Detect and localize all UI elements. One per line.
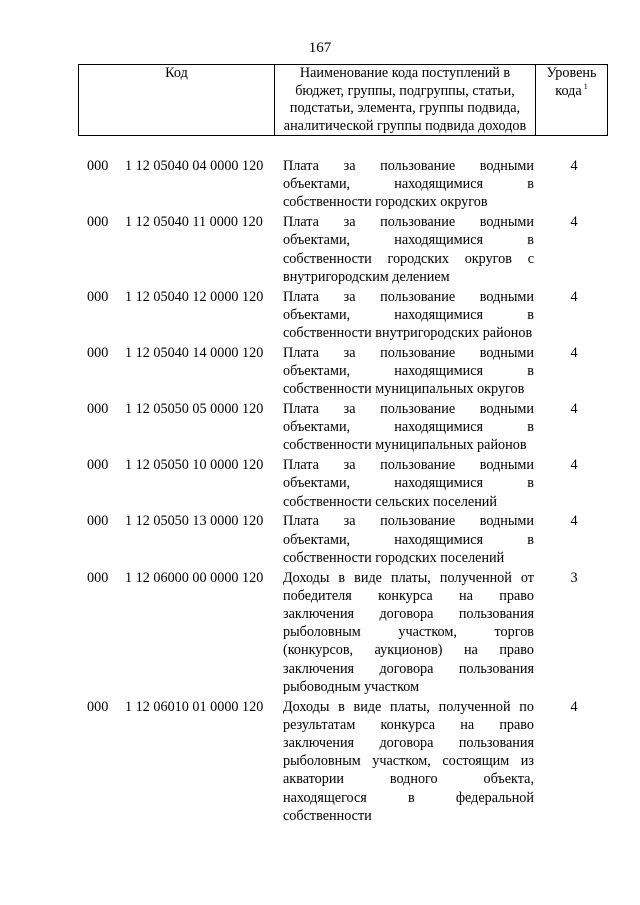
- header-level-label-tail: а: [575, 82, 582, 99]
- level-value: 4: [570, 513, 578, 530]
- level-value: 4: [570, 401, 578, 418]
- admin-code: 000: [87, 569, 109, 586]
- revenue-name: Доходы в виде платы, полученной от победителя конкурса на право заключения договора пользования рыболовным участком, торгов (конкурсов, аукционов) на право заключения договора пользования рыбоводным участком: [283, 569, 534, 695]
- revenue-code: 1 12 05040 12 0000 120: [125, 288, 264, 305]
- header-name-cell: [275, 65, 536, 136]
- table-header: [78, 64, 608, 136]
- header-code-label: Код: [165, 65, 188, 81]
- revenue-name: Плата за пользование водными объектами, находящимися в собственности муниципальных районов: [283, 401, 534, 454]
- revenue-name: Доходы в виде платы, полученной по результатам конкурса на право заключения договора пользования рыболовным участком, состоящим из акватории водного объекта, находящегося в федеральной собственности: [283, 698, 534, 824]
- revenue-code: 1 12 05040 14 0000 120: [125, 344, 264, 361]
- table-row: [0, 698, 640, 825]
- table-row: [0, 512, 640, 567]
- revenue-code: 1 12 05050 05 0000 120: [125, 401, 264, 418]
- level-value: 4: [570, 457, 578, 474]
- table-row: [0, 400, 640, 455]
- header-name-label: Наименование кода поступлений в бюджет, группы, подгруппы, статьи, подстатьи, элемента, группы подвида, аналитической группы подвида доходов: [283, 65, 527, 134]
- table-body: [0, 157, 640, 827]
- header-code-cell: [79, 65, 275, 136]
- level-value: 4: [570, 344, 578, 361]
- revenue-name: Плата за пользование водными объектами, находящимися в собственности муниципальных округов: [283, 344, 534, 398]
- level-value: 4: [570, 288, 578, 305]
- revenue-code: 1 12 06010 01 0000 120: [125, 698, 264, 715]
- level-value: 4: [570, 214, 578, 231]
- level-value: 3: [570, 569, 578, 586]
- admin-code: 000: [87, 214, 109, 231]
- level-value: 4: [570, 158, 578, 174]
- admin-code: 000: [87, 344, 109, 361]
- admin-code: 000: [87, 513, 109, 530]
- level-value: 4: [570, 698, 578, 715]
- revenue-name: Плата за пользование водными объектами, находящимися в собственности внутригородских районов: [283, 288, 534, 342]
- admin-code: 000: [87, 698, 109, 715]
- page-number: 167: [308, 40, 332, 56]
- revenue-name: Плата за пользование водными объектами, находящимися в собственности городских округов с внутригородским делением: [283, 214, 534, 285]
- revenue-code: 1 12 05050 13 0000 120: [125, 513, 264, 530]
- table-row: [0, 213, 640, 286]
- revenue-code: 1 12 06000 00 0000 120: [125, 569, 264, 586]
- revenue-code: 1 12 05040 11 0000 120: [125, 214, 263, 231]
- header-level-label: Уровень код: [546, 65, 597, 99]
- admin-code: 000: [87, 401, 109, 418]
- table-row: [0, 569, 640, 696]
- table-row: [0, 157, 640, 212]
- admin-code: 000: [87, 457, 109, 474]
- table-row: [0, 344, 640, 399]
- admin-code: 000: [87, 288, 109, 305]
- revenue-name: Плата за пользование водными объектами, находящимися в собственности городских округов: [283, 158, 534, 211]
- revenue-name: Плата за пользование водными объектами, находящимися в собственности городских поселений: [283, 513, 534, 566]
- revenue-name: Плата за пользование водными объектами, находящимися в собственности сельских поселений: [283, 457, 534, 510]
- table-row: [0, 288, 640, 343]
- revenue-code: 1 12 05050 10 0000 120: [125, 457, 264, 474]
- revenue-code: 1 12 05040 04 0000 120: [125, 158, 264, 174]
- admin-code: 000: [87, 158, 109, 174]
- header-level-cell: [536, 65, 608, 136]
- table-row: [0, 456, 640, 511]
- footnote-marker: 1: [583, 81, 588, 91]
